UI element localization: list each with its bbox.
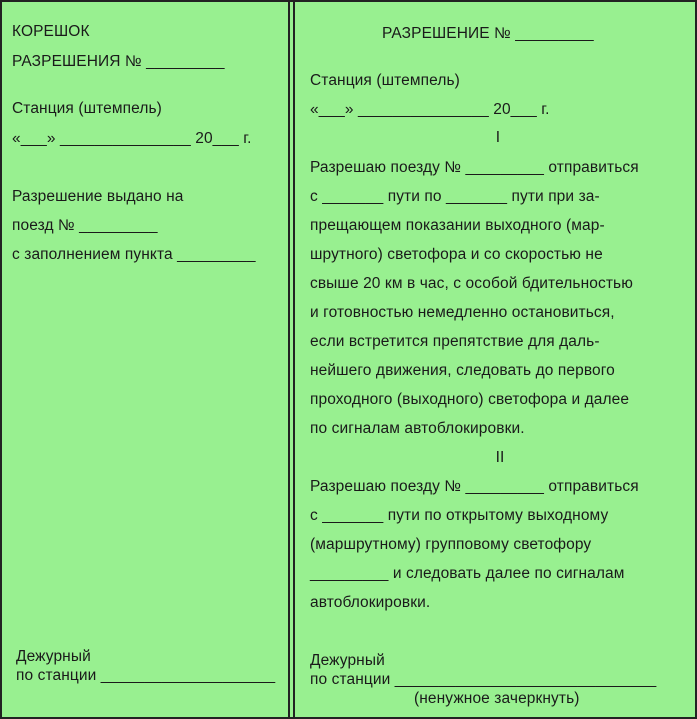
stub-title: КОРЕШОК <box>12 23 90 40</box>
section-2-line: с _______ пути по открытому выходному <box>310 507 609 524</box>
section-1-line: прещающем показании выходного (мар- <box>310 217 605 234</box>
section-1-numeral: I <box>495 129 501 146</box>
double-divider-right <box>293 2 295 717</box>
section-2-line: автоблокировки. <box>310 594 431 611</box>
section-1-line: по сигналам автоблокировки. <box>310 420 525 437</box>
section-1-line: если встретится препятствие для даль- <box>310 333 600 350</box>
section-1-line: Разрешаю поезду № _________ отправиться <box>310 159 639 176</box>
stub-issued-line3: с заполнением пункта _________ <box>12 246 256 263</box>
permit-station: Станция (штемпель) <box>310 72 460 89</box>
section-2-line: _________ и следовать далее по сигналам <box>310 565 625 582</box>
stub-station: Станция (штемпель) <box>12 100 162 117</box>
section-1-line: нейшего движения, следовать до первого <box>310 362 615 379</box>
section-2-line: (маршрутному) групповому светофору <box>310 536 592 553</box>
section-1-line: и готовностью немедленно остановиться, <box>310 304 615 321</box>
stub-permit-number: РАЗРЕШЕНИЯ № _________ <box>12 53 225 70</box>
stub-duty-line2: по станции ____________________ <box>16 667 276 684</box>
section-1-line: шрутного) светофора и со скоростью не <box>310 246 603 263</box>
stub-date: «___» _______________ 20___ г. <box>12 130 252 147</box>
permit-duty-line1: Дежурный <box>310 652 385 669</box>
permit-title: РАЗРЕШЕНИЕ № _________ <box>382 25 594 42</box>
strike-out-note: (ненужное зачеркнуть) <box>414 690 580 707</box>
stub-issued-line2: поезд № _________ <box>12 217 158 234</box>
double-divider-left <box>288 2 290 717</box>
section-1-line: проходного (выходного) светофора и далее <box>310 391 630 408</box>
section-2-numeral: II <box>495 449 505 466</box>
permit-duty-line2: по станции ______________________________ <box>310 671 657 688</box>
permit-date: «___» _______________ 20___ г. <box>310 101 550 118</box>
stub-duty-line1: Дежурный <box>16 648 91 665</box>
section-2-line: Разрешаю поезду № _________ отправиться <box>310 478 639 495</box>
stub-issued-line1: Разрешение выдано на <box>12 188 184 205</box>
section-1-line: свыше 20 км в час, с особой бдительностью <box>310 275 633 292</box>
section-1-line: с _______ пути по _______ пути при за- <box>310 188 600 205</box>
